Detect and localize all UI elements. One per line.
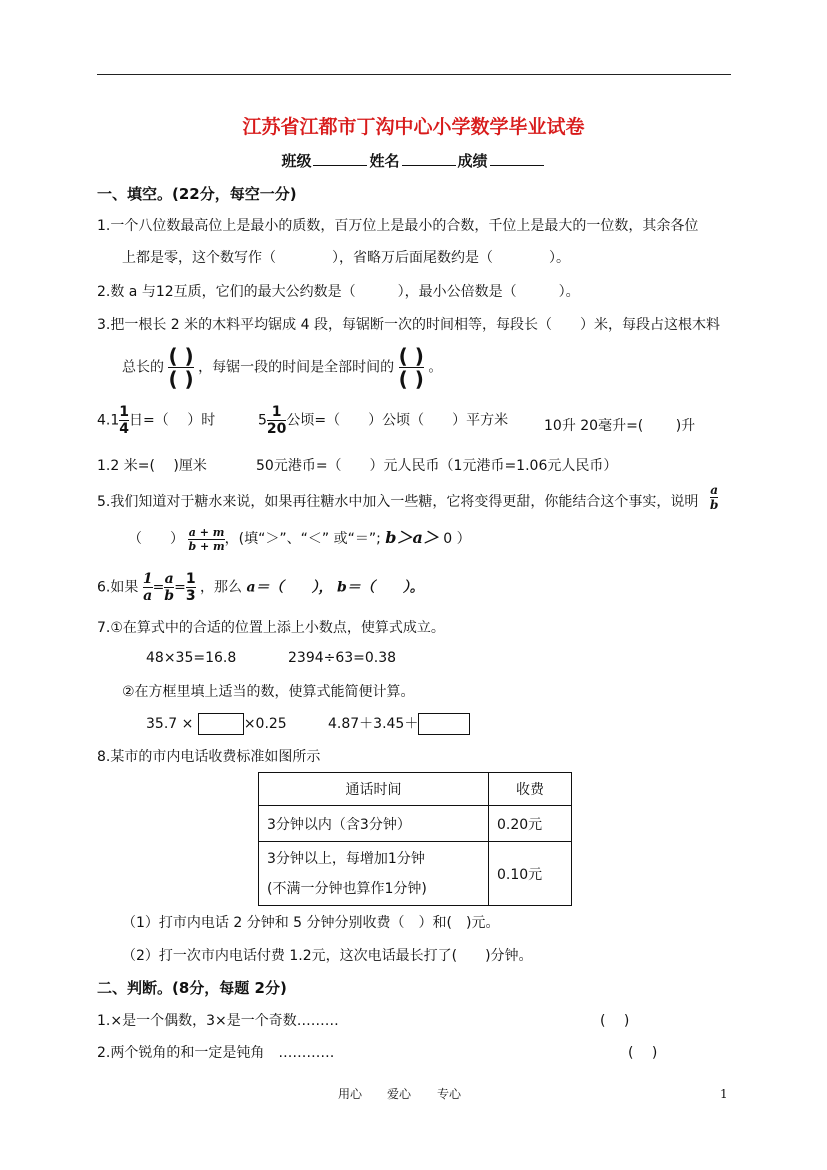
q3-fraction-blank-1[interactable]: $\frac{( )}{( )}$ [168, 344, 194, 391]
q5-line1: 5.我们知道对于糖水来说，如果再往糖水中加入一些糖，它将变得更甜，你能结合这个事实，说明 [97, 494, 699, 510]
name-blank[interactable] [402, 153, 456, 166]
header-rule [97, 74, 731, 75]
section2-heading: 二、判断。(8分，每题 2分) [97, 979, 287, 997]
q4-line1: 4.1 $\frac{1}{4}$ 日=（ ）时 [97, 404, 216, 437]
judge-q2-answer[interactable]: ( ) [628, 1045, 658, 1061]
fraction-1-a: $\frac{1}{a}$ [142, 571, 153, 604]
q7-answer-box-2[interactable] [418, 713, 470, 735]
q3-text-c: 。 [428, 359, 443, 376]
table-header-fee: 收费 [489, 773, 572, 806]
table-cell-fee: 0.20元 [489, 806, 572, 842]
q5-line2: （ ） $\frac{a + m}{b + m}$ ，(填“＞”、“＜” 或“＝”; b＞a＞ 0 ） [128, 525, 471, 553]
q3-fraction-blank-2[interactable]: $\frac{( )}{( )}$ [398, 344, 424, 391]
q3-line1: 3.把一根长 2 米的木料平均锯成 4 段，每锯断一次的时间相等，每段长（ ）米，每段占这根木料 [97, 317, 720, 333]
fraction-1-3: $\frac{1}{3}$ [185, 571, 196, 604]
score-label: 成绩 [457, 152, 488, 170]
student-info [0, 150, 827, 171]
q7-line1: 7.①在算式中的合适的位置上添上小数点，使算式成立。 [97, 620, 445, 636]
page-title: 江苏省江都市丁沟中心小学数学毕业试卷 [242, 116, 585, 138]
class-label: 班级 [281, 152, 312, 170]
score-blank[interactable] [490, 153, 544, 166]
fraction-1-4: $\frac{1}{4}$ [119, 404, 130, 437]
q3-line2 [122, 346, 442, 389]
q8-line1: 8.某市的市内电话收费标准如图所示 [97, 749, 321, 765]
footer-c: 专心 [437, 1087, 462, 1101]
q7-eq2: 2394÷63=0.38 [288, 650, 397, 666]
page-number: 1 [720, 1087, 728, 1101]
table-row [259, 806, 572, 842]
q4-part3: 10升 20毫升=( )升 [544, 418, 696, 434]
q7-eq3: 35.7 × ×0.25 [146, 713, 287, 735]
fraction-a-b: $\frac{a}{b}$ [164, 571, 175, 604]
judge-q1: 1.×是一个偶数，3×是一个奇数……… [97, 1013, 339, 1029]
footer-b: 爱心 [387, 1087, 412, 1101]
q3-text-a: 总长的 [122, 359, 164, 376]
q7-answer-box-1[interactable] [198, 713, 244, 735]
q4-line2b: 50元港币=（ ）元人民币（1元港币=1.06元人民币） [256, 458, 618, 474]
name-label: 姓名 [369, 152, 400, 170]
fraction-1-20: $\frac{1}{20}$ [266, 404, 287, 437]
q8-sub1: （1）打市内电话 2 分钟和 5 分钟分别收费（ ）和( )元。 [122, 915, 500, 931]
judge-q2: 2.两个锐角的和一定是钝角 ………… [97, 1045, 335, 1061]
q7-eq1: 48×35=16.8 [146, 650, 237, 666]
judge-q1-answer[interactable]: ( ) [600, 1013, 630, 1029]
q3-text-b: ，每锯一段的时间是全部时间的 [198, 359, 395, 376]
q5-fraction-am-bm: $\frac{a + m}{b + m}$ [188, 525, 225, 553]
q5-fraction-a-b: $\frac{a}{b}$ [710, 483, 719, 512]
q1-line1: 1.一个八位数最高位上是最小的质数，百万位上是最小的合数，千位上是最大的一位数，其余各位 [97, 218, 699, 234]
class-blank[interactable] [313, 153, 367, 166]
table-cell-fee: 0.10元 [489, 842, 572, 906]
q7-eq4: 4.87＋3.45＋ [328, 713, 470, 735]
q4-part2: 5 $\frac{1}{20}$ 公顷=（ ）公顷（ ）平方米 [258, 404, 509, 437]
q2-text: 2.数 a 与12互质，它们的最大公约数是（ ），最小公倍数是（ ）。 [97, 284, 580, 300]
section1-heading: 一、填空。(22分，每空一分) [97, 185, 297, 203]
q1-line2: 上都是零，这个数写作（ ），省略万后面尾数约是（ ）。 [122, 250, 570, 266]
q5-answer-blank[interactable]: （ ） [128, 531, 184, 547]
table-cell-time: 3分钟以内（含3分钟） [259, 806, 489, 842]
table-cell-time: 3分钟以上，每增加1分钟 (不满一分钟也算作1分钟) [259, 842, 489, 906]
table-row [259, 842, 572, 906]
fee-table [258, 772, 572, 906]
q8-sub2: （2）打一次市内电话付费 1.2元，这次电话最长打了( )分钟。 [122, 948, 533, 964]
table-header-time: 通话时间 [259, 773, 489, 806]
q6: 6.如果 $\frac{1}{a}$ = $\frac{a}{b}$ = $\frac{1}{3}$ ，那么 a＝（ ）， b＝（ ）。 [97, 571, 424, 604]
q7-line2: ②在方框里填上适当的数，使算式能简便计算。 [122, 684, 415, 700]
q4-line2a: 1.2 米=( )厘米 [97, 458, 207, 474]
footer-a: 用心 [338, 1087, 363, 1101]
